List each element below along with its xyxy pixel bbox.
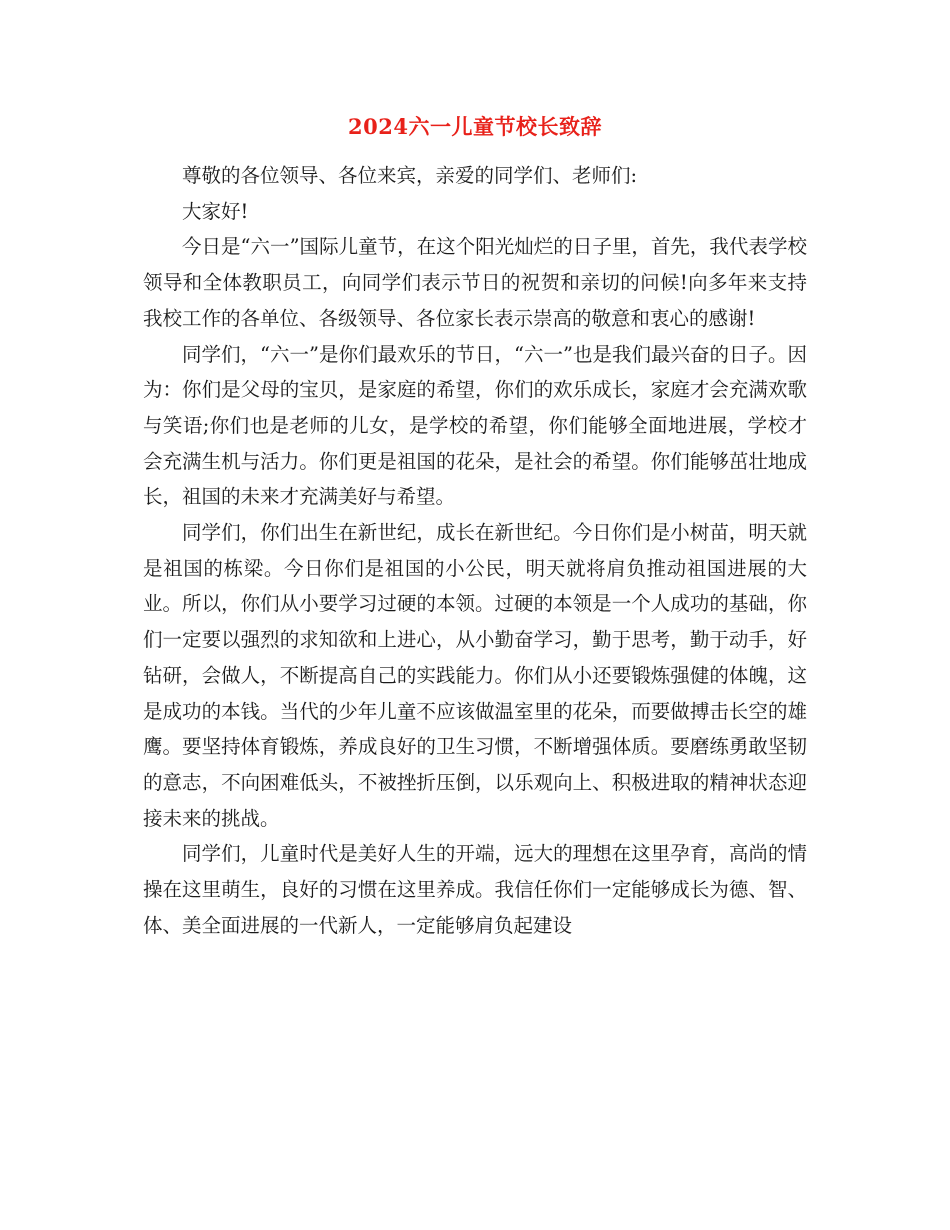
body-paragraph: 同学们，你们出生在新世纪，成长在新世纪。今日你们是小树苗，明天就是祖国的栋梁。今日你们是祖国的小公民，明天就将肩负推动祖国进展的大业。所以，你们从小要学习过硬的本领。过硬的本领是一个人成功的基础，你们一定要以强烈的求知欲和上进心，从小勤奋学习，勤于思考，勤于动手，好钻研，会做人，不断提高自己的实践能力。你们从小还要锻炼强健的体魄，这是成功的本钱。当代的少年儿童不应该做温室里的花朵，而要做搏击长空的雄鹰。要坚持体育锻炼，养成良好的卫生习惯，不断增强体质。要磨练勇敢坚韧的意志，不向困难低头，不被挫折压倒，以乐观向上、积极进取的精神状态迎接未来的挑战。 [143,521,807,830]
body-paragraph: 今日是“六一”国际儿童节，在这个阳光灿烂的日子里，首先，我代表学校领导和全体教职员工，向同学们表示节日的祝贺和亲切的问候!向多年来支持我校工作的各单位、各级领导、各位家长表示崇高的敬意和衷心的感谢! [143,235,807,330]
document-body [143,158,807,943]
page-title: 2024六一儿童节校长致辞 [348,114,602,139]
body-paragraph: 同学们，“六一”是你们最欢乐的节日，“六一”也是我们最兴奋的日子。因为：你们是父母的宝贝，是家庭的希望，你们的欢乐成长，家庭才会充满欢歌与笑语;你们也是老师的儿女，是学校的希望，你们能够全面地进展，学校才会充满生机与活力。你们更是祖国的花朵，是社会的希望。你们能够茁壮地成长，祖国的未来才充满美好与希望。 [143,342,807,509]
greeting-paragraph: 大家好! [182,199,249,223]
salutation-paragraph: 尊敬的各位领导、各位来宾，亲爱的同学们、老师们: [182,164,638,187]
body-paragraph: 同学们，儿童时代是美好人生的开端，远大的理想在这里孕育，高尚的情操在这里萌生，良好的习惯在这里养成。我信任你们一定能够成长为德、智、体、美全面进展的一代新人，一定能够肩负起建设 [143,842,807,937]
